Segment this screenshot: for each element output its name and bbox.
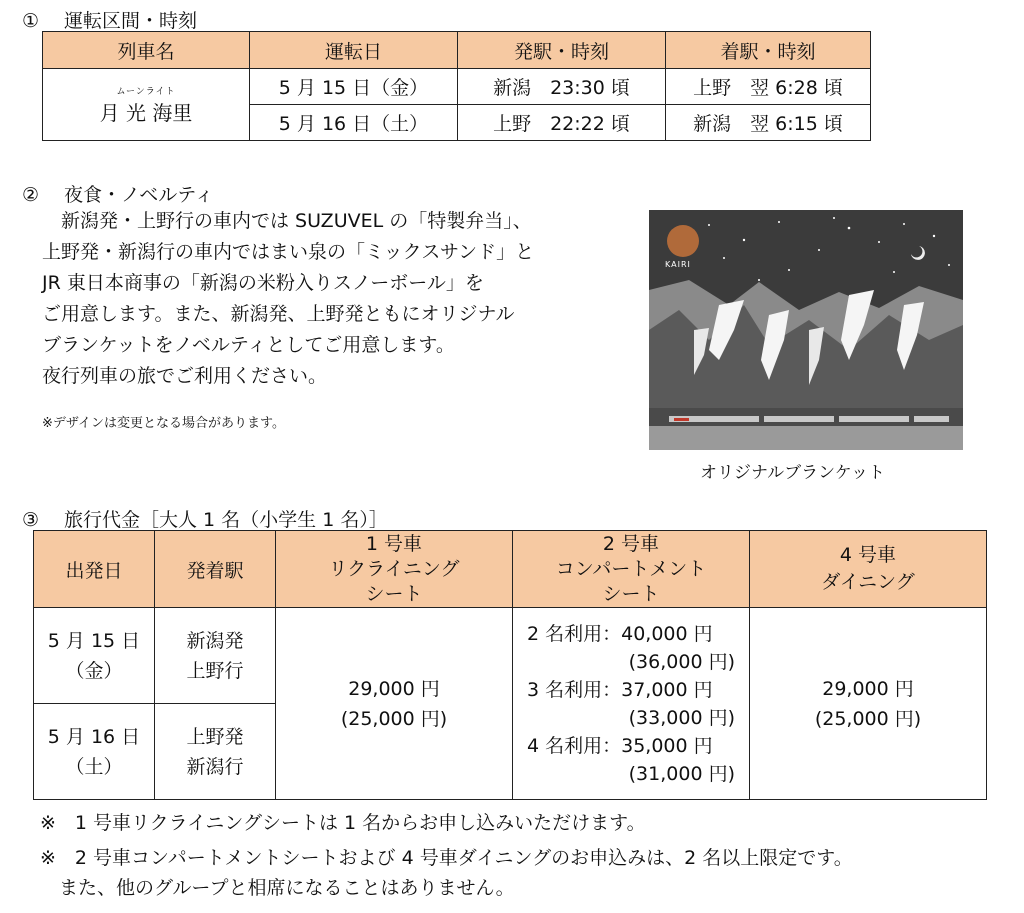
section2-text (42, 206, 534, 392)
fare-header-car2 (513, 531, 750, 608)
schedule-row2-date: 5 月 16 日（土） (250, 105, 458, 141)
section1-marker: ① (22, 10, 40, 32)
fare-row2-date-line: 5 月 16 日 (47, 725, 141, 748)
fare-header-car1 (276, 531, 513, 608)
fare-row1-date-line: 5 月 15 日 (47, 629, 141, 652)
fare-header-car2-line: シート (602, 582, 660, 605)
train-name-cell (43, 69, 250, 141)
fare-car2-cell (513, 608, 750, 800)
section2-line: 新潟発・上野行の車内では SUZUVEL の「特製弁当」、 (42, 210, 532, 232)
section2-heading (22, 180, 214, 207)
fare-car2-price: 3 名利用：37,000 円 (527, 678, 713, 701)
fare-header-car4 (750, 531, 987, 608)
section2-line: ご用意します。また、新潟発、上野発ともにオリジナル (42, 303, 515, 325)
schedule-row2-depart: 上野 22:22 頃 (458, 105, 666, 141)
section3-heading (22, 505, 388, 532)
fare-row2-date (34, 704, 155, 800)
schedule-row2-arrive: 新潟 翌 6:15 頃 (666, 105, 871, 141)
fare-car2-price: 4 名利用：35,000 円 (527, 734, 713, 757)
fare-car2-child: (36,000 円) (628, 650, 735, 673)
fare-car4-cell (750, 608, 987, 800)
fare-row2-station (155, 704, 276, 800)
fare-table (33, 530, 987, 800)
train-name-ruby: ムーンライト (116, 86, 176, 97)
fare-header-car4-line: ダイニング (821, 571, 915, 593)
section1-heading (22, 6, 197, 33)
train-name: 月 光 海里 (99, 100, 193, 125)
fare-header-car2-line: コンパートメント (555, 557, 707, 580)
schedule-table (42, 31, 871, 141)
fare-car4-price: 29,000 円 (822, 677, 914, 700)
blanket-illustration (649, 210, 963, 450)
fare-header-station: 発着駅 (155, 531, 276, 608)
blanket-image (649, 210, 963, 450)
fare-header-car4-line: 4 号車 (839, 544, 897, 566)
schedule-row1-date: 5 月 15 日（金） (250, 69, 458, 105)
footnote: ※ 2 号車コンパートメントシートおよび 4 号車ダイニングのお申込みは、2 名以上限定です。 (40, 847, 853, 869)
section2-title: 夜食・ノベルティ (64, 184, 214, 206)
section2-line: JR 東日本商事の「新潟の米粉入りスノーボール」を (42, 272, 484, 294)
fare-row2-station-line: 新潟行 (186, 755, 244, 778)
fare-car2-child: (33,000 円) (628, 706, 735, 729)
fare-row2-station-line: 上野発 (186, 725, 244, 748)
fare-header-car2-line: 2 号車 (602, 532, 660, 555)
fare-row1-date-line: （金） (65, 659, 123, 682)
design-note: ※デザインは変更となる場合があります。 (42, 416, 285, 431)
fare-header-date: 出発日 (34, 531, 155, 608)
fare-header-car1-line: 1 号車 (365, 532, 423, 555)
fare-car4-child: (25,000 円) (814, 707, 922, 730)
fare-header-car1-line: リクライニング (328, 557, 460, 580)
fare-row1-station-line: 上野行 (186, 659, 244, 682)
schedule-row1-arrive: 上野 翌 6:28 頃 (666, 69, 871, 105)
section3-title: 旅行代金［大人 1 名（小学生 1 名）］ (64, 509, 388, 531)
schedule-header-date: 運転日 (250, 32, 458, 69)
section2-marker: ② (22, 184, 40, 206)
fare-header-car1-line: シート (365, 582, 423, 605)
fare-car1-child: (25,000 円) (340, 707, 448, 730)
fare-car1-price: 29,000 円 (348, 677, 440, 700)
fare-car2-child: (31,000 円) (628, 762, 735, 785)
section2-line: 上野発・新潟行の車内ではまい泉の「ミックスサンド」と (42, 241, 535, 263)
footnote: ※ 1 号車リクライニングシートは 1 名からお申し込みいただけます。 (40, 812, 646, 834)
fare-row2-date-line: （土） (65, 755, 123, 778)
schedule-header-arrive: 着駅・時刻 (666, 32, 871, 69)
blanket-caption: オリジナルブランケット (700, 463, 885, 483)
fare-row1-station (155, 608, 276, 704)
section2-line: 夜行列車の旅でご利用ください。 (42, 365, 328, 387)
fare-car2-price: 2 名利用：40,000 円 (527, 622, 713, 645)
section3-marker: ③ (22, 509, 40, 531)
fare-row1-date (34, 608, 155, 704)
fare-row1-station-line: 新潟発 (186, 629, 244, 652)
section1-title: 運転区間・時刻 (64, 10, 198, 32)
schedule-header-train: 列車名 (43, 32, 250, 69)
schedule-header-depart: 発駅・時刻 (458, 32, 666, 69)
section2-line: ブランケットをノベルティとしてご用意します。 (42, 334, 455, 356)
fare-car1-cell (276, 608, 513, 800)
footnote: また、他のグループと相席になることはありません。 (40, 877, 515, 899)
kairi-logo-text: KAIRI (665, 260, 691, 269)
schedule-row1-depart: 新潟 23:30 頃 (458, 69, 666, 105)
